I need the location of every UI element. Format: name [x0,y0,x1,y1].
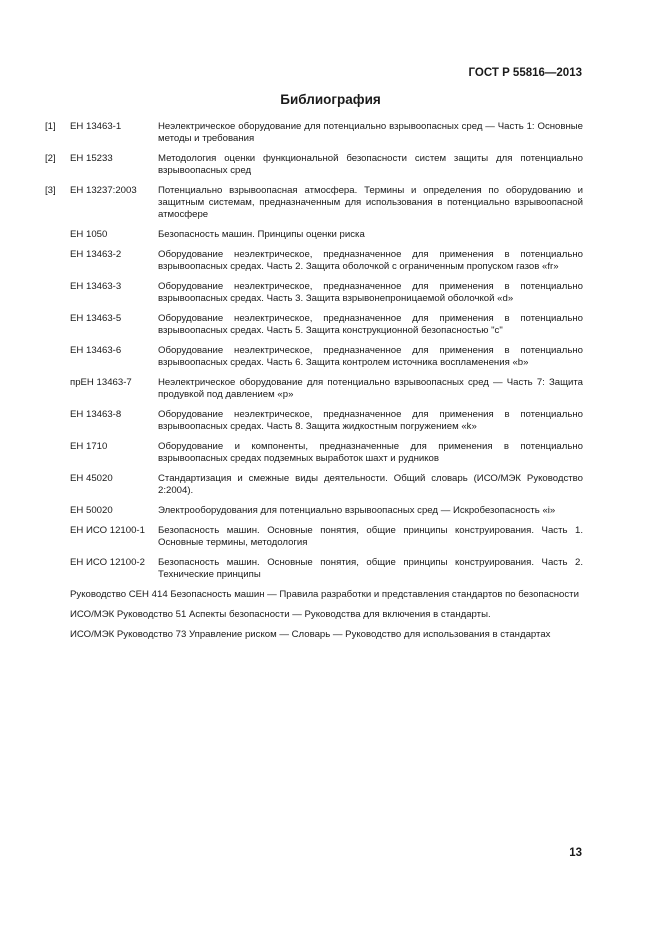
entry-text: Оборудование неэлектрическое, предназначенное для применения в потенциально взрывоопасных средах. Часть 8. Защита жидкостным погружением «k» [158,409,583,432]
bibliography-entry-wide [70,629,583,641]
entry-number: [3] [45,185,56,196]
bibliography-entry [45,153,583,177]
bibliography-entry [45,229,583,241]
bibliography-entry [45,121,583,145]
entry-text: Электрооборудования для потенциально взрывоопасных сред — Искробезопасность «i» [158,505,556,516]
entry-code: ИСО/МЭК Руководство 73 [70,629,187,640]
bibliography-entry [45,377,583,401]
entry-text: Безопасность машин. Основные понятия, общие принципы конструирования. Часть 1. Основные термины, методология [158,525,583,548]
entry-text: Оборудование неэлектрическое, предназначенное для применения в потенциально взрывоопасных средах. Часть 2. Защита оболочкой с ограниченным пропуском газов «fr» [158,249,583,272]
entry-text: Стандартизация и смежные виды деятельности. Общий словарь (ИСО/МЭК Руководство 2:2004). [158,473,583,496]
entry-code: ЕН 1710 [70,441,108,452]
entry-text: Оборудование неэлектрическое, предназначенное для применения в потенциально взрывоопасных средах. Часть 6. Защита контролем источника воспламенения «b» [158,345,583,368]
entry-text: Методология оценки функциональной безопасности систем защиты для потенциально взрывоопасных сред [158,153,583,176]
entry-code: ЕН 13463-2 [70,249,122,260]
entry-code: Руководство СЕН 414 [70,589,168,600]
page-number: 13 [569,847,582,859]
entry-code: ИСО/МЭК Руководство 51 [70,609,187,620]
entry-text: Неэлектрическое оборудование для потенциально взрывоопасных сред — Часть 7: Защита продувкой под давлением «р» [158,377,583,400]
entry-text: Безопасность машин. Основные понятия, общие принципы конструирования. Часть 2. Технические принципы [158,557,583,580]
bibliography-entry [45,313,583,337]
bibliography-entry [45,249,583,273]
bibliography-entry [45,525,583,549]
bibliography-entry-wide [70,589,583,601]
entry-code: ЕН 15233 [70,153,113,164]
entry-code: прЕН 13463-7 [70,377,132,388]
entry-code: ЕН 50020 [70,505,113,516]
bibliography-entry [45,505,583,517]
document-standard-number: ГОСТ Р 55816—2013 [468,67,582,79]
entry-text: Оборудование и компоненты, предназначенные для применения в потенциально взрывоопасных средах подземных выработок шахт и рудников [158,441,583,464]
bibliography-list [45,121,583,649]
entry-code: ЕН 45020 [70,473,113,484]
entry-code: ЕН 13463-8 [70,409,122,420]
entry-text: Безопасность машин. Принципы оценки риска [158,229,365,240]
entry-text: Оборудование неэлектрическое, предназначенное для применения в потенциально взрывоопасных средах. Часть 3. Защита взрывонепроницаемой оболочкой «d» [158,281,583,304]
bibliography-entry [45,185,583,221]
entry-code: ЕН 1050 [70,229,108,240]
entry-code: ЕН 13463-6 [70,345,122,356]
entry-text: Неэлектрическое оборудование для потенциально взрывоопасных сред — Часть 1: Основные методы и требования [158,121,583,144]
bibliography-entry [45,409,583,433]
entry-number: [1] [45,121,56,132]
bibliography-entry [45,441,583,465]
entry-code: ЕН ИСО 12100-2 [70,557,145,568]
entry-number: [2] [45,153,56,164]
entry-text: Управление риском — Словарь — Руководство для использования в стандартах [188,629,551,640]
bibliography-entry-wide [70,609,583,621]
page-title: Библиография [280,92,381,107]
entry-code: ЕН 13237:2003 [70,185,137,196]
entry-text: Аспекты безопасности — Руководства для включения в стандарты. [188,609,491,620]
entry-text: Оборудование неэлектрическое, предназначенное для применения в потенциально взрывоопасных средах. Часть 5. Защита конструкционной безопасностью "с" [158,313,583,336]
bibliography-entry [45,281,583,305]
entry-code: ЕН 13463-1 [70,121,122,132]
entry-text: Потенциально взрывоопасная атмосфера. Термины и определения по оборудованию и защитным системам, предназначенным для использования в потенциально взрывоопасной атмосфере [158,185,583,220]
bibliography-entry [45,473,583,497]
entry-code: ЕН 13463-3 [70,281,122,292]
bibliography-entry [45,345,583,369]
entry-text: Безопасность машин — Правила разработки и представления стандартов по безопасности [170,589,579,600]
entry-code: ЕН 13463-5 [70,313,122,324]
entry-code: ЕН ИСО 12100-1 [70,525,145,536]
bibliography-entry [45,557,583,581]
